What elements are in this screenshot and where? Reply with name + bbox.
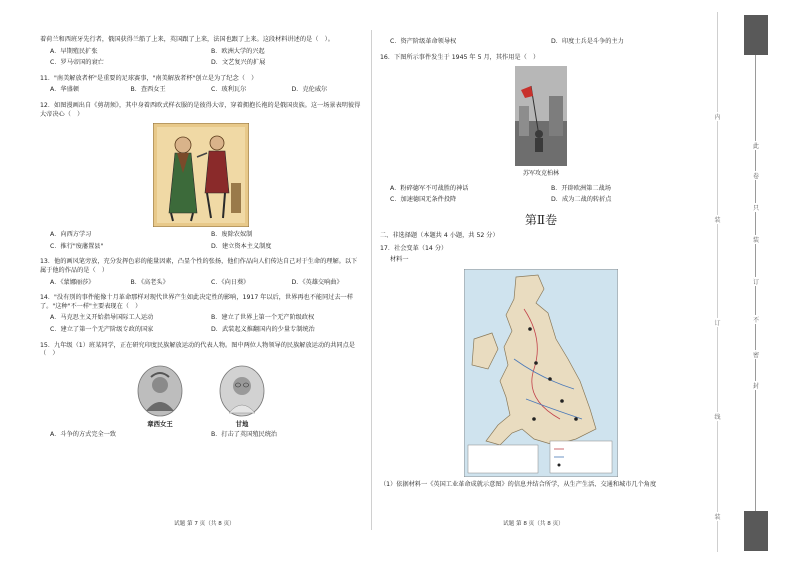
option: A．华盛顿	[50, 86, 79, 94]
question-11-options	[40, 86, 362, 98]
option: C．罗马帝国的衰亡	[50, 59, 104, 67]
binding-char: 装	[749, 235, 763, 244]
option: C．资产阶级革命领导权	[390, 38, 457, 45]
outer-binding-char: 装	[712, 215, 723, 224]
portraits	[40, 365, 362, 429]
binding-char: 封	[749, 381, 763, 390]
option: C．推行"废藩置县"	[50, 242, 104, 250]
portrait-caption: 章西女王	[147, 420, 173, 429]
berlin-flag-photo	[515, 66, 567, 166]
question-17: 17．社会变革（14 分）	[380, 244, 448, 252]
binding-strip	[744, 15, 768, 551]
column-divider	[371, 30, 372, 530]
gandhi-portrait-image	[219, 365, 265, 417]
photo-caption: 苏军攻克柏林	[522, 170, 559, 178]
question-16: 16．下图所示事件发生于 1945 年 5 月，其作用是（ ）	[380, 53, 540, 61]
option: D．成为二战的转折点	[551, 196, 612, 204]
option: C．建立了第一个无产阶级专政的国家	[50, 325, 154, 333]
portrait-queen	[137, 365, 183, 429]
option: B．《高老头》	[130, 278, 169, 286]
question-12-options	[40, 231, 362, 254]
queen-portrait-image	[137, 365, 183, 417]
option: A．粉碎德军不可战胜的神话	[390, 184, 469, 192]
question-10-options	[40, 48, 362, 71]
outer-binding-char: 内	[712, 112, 723, 121]
portrait-caption: 甘地	[235, 420, 249, 429]
option: C．加速德国无条件投降	[390, 196, 457, 204]
binding-char: 密	[749, 350, 763, 359]
option: D．印度士兵是斗争的主力	[551, 38, 624, 45]
britain-industrial-map	[464, 269, 618, 477]
binding-char: 此	[749, 141, 763, 150]
binding-block-top	[744, 15, 768, 55]
question-11: 11．"南美解放者杯"是重要的足球赛事，"南美解放者杯"创立是为了纪念（ ）	[40, 74, 258, 82]
question-15-options-ab	[40, 431, 362, 443]
option: A．《蒙娜丽莎》	[50, 278, 95, 286]
outer-binding-char: 装	[712, 512, 723, 521]
binding-char: 订	[749, 277, 763, 286]
option: D．克伦威尔	[291, 86, 328, 94]
option: D．《英雄交响曲》	[291, 278, 343, 286]
outer-binding-line	[717, 12, 718, 552]
question-14: 14．"没有别的事件能像十月革命那样对现代世界产生如此决定性的影响，1917 年以后，世界再也不能同过去一样了。"这种"不一样"主要表现在（ ）	[40, 294, 354, 310]
option: A．斗争的方式完全一致	[50, 430, 117, 438]
option: A．向西方学习	[50, 231, 92, 239]
binding-block-bottom	[744, 511, 768, 551]
question-17-sub-1: （1）依据材料一《英国工业革命成就示意图》的信息并结合所学，从生产生活、交通和城市几个角度	[380, 480, 657, 488]
option: B．废除农奴制	[211, 231, 253, 239]
question-14-options	[40, 314, 362, 337]
option: B．建立了世界上第一个无产阶级政权	[211, 314, 315, 322]
option: B．打击了英国殖民统治	[211, 430, 278, 438]
outer-binding-char: 线	[712, 412, 723, 421]
material-label: 材料一	[390, 256, 409, 264]
option: C．玻利瓦尔	[211, 86, 247, 94]
binding-char: 不	[749, 315, 763, 324]
option: A．马克思主义开始指导国际工人运动	[50, 314, 154, 322]
option: B．查西女王	[130, 86, 166, 94]
binding-char: 只	[749, 203, 763, 212]
section-title: 第Ⅱ卷	[524, 212, 558, 227]
page-footer-left: 试题 第 7 页（共 8 页）	[174, 521, 235, 527]
section-heading: 二、非选择题（本题共 4 小题，共 52 分）	[380, 231, 499, 239]
option: D．武装起义推翻国内的少量专制统治	[211, 325, 315, 333]
binding-char: 卷	[749, 171, 763, 180]
option: B．开辟欧洲第二战场	[551, 184, 611, 192]
page-footer-right: 试题 第 8 页（共 8 页）	[503, 521, 564, 527]
question-12: 12．如图漫画出自《剪胡须》，其中身着西欧式样衣服的是彼得大帝，穿着拥抱长袍的是俄国贵族。这一场景表明彼得大帝决心（ ）	[40, 101, 361, 118]
beard-cutting-cartoon	[153, 123, 249, 227]
option: C．《向日葵》	[211, 278, 250, 286]
right-column	[380, 36, 702, 492]
option: D．建立资本主义制度	[211, 242, 272, 250]
question-13-options	[40, 279, 362, 291]
option: B．欧洲大学的兴起	[211, 47, 265, 55]
question-13: 13．他的画风笔旁放，充分发挥色彩的能量因素，凸显个性的张扬，他们作品向人们传达自己对于生命的理解。以下属于他的作品的是（ ）	[40, 258, 358, 274]
question-10-tail: 着荷兰和西班牙先行者，俄国获得兰船了上来，英国跟了上来，法国也跟了上来。这段材料讲述的是（ ）。	[40, 36, 334, 43]
left-column	[40, 36, 362, 446]
question-15-options-cd	[380, 38, 702, 50]
question-16-options	[380, 185, 702, 208]
outer-binding-char: 订	[712, 318, 723, 327]
option: D．文艺复兴的扩展	[211, 59, 266, 67]
option: A．早期殖民扩张	[50, 47, 98, 55]
question-15: 15．九年级（1）班某同学，正在研究印度民族解放运动的代表人物。图中两位人物领导的民族解放运动的共同点是（ ）	[40, 341, 355, 358]
portrait-gandhi	[219, 365, 265, 429]
